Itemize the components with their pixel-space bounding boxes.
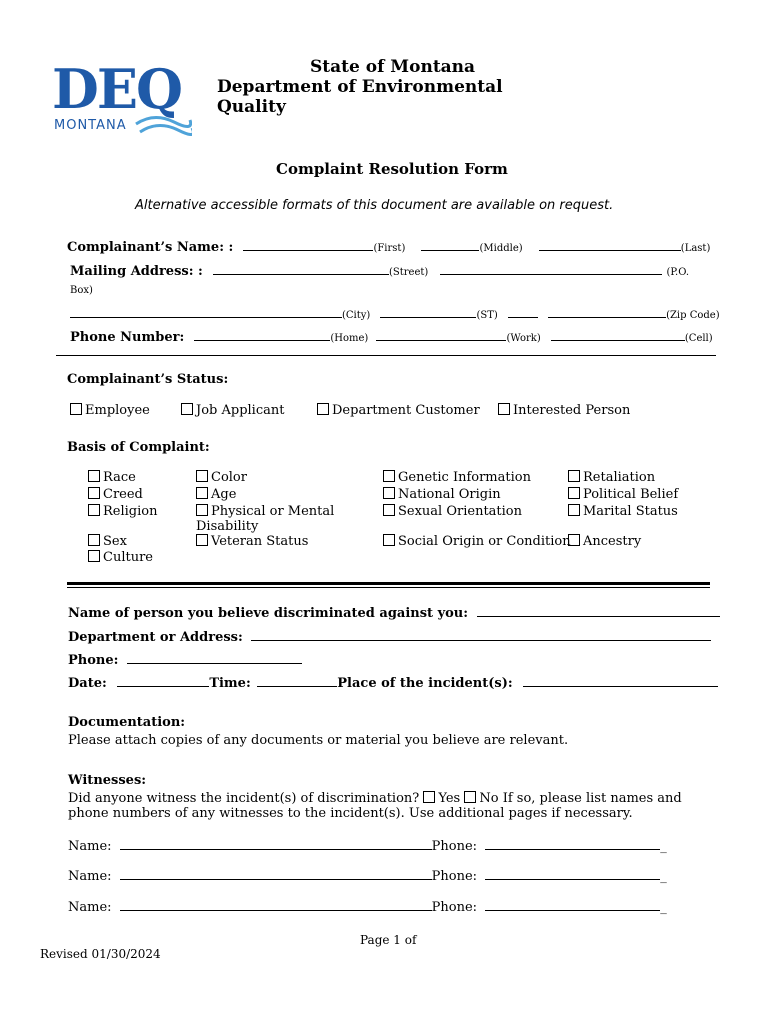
first-caption: (First) <box>373 243 406 254</box>
basis-option-label: Age <box>211 487 237 502</box>
checkbox-icon <box>88 504 100 516</box>
yes-label: Yes <box>438 791 461 806</box>
basis-retaliation[interactable] <box>568 470 655 485</box>
basis-option-label: Genetic Information <box>398 470 531 485</box>
last-caption: (Last) <box>680 243 711 254</box>
checkbox-icon <box>568 534 580 546</box>
basis-physical-mental[interactable] <box>196 504 334 519</box>
witness-name-label: Name: <box>68 900 112 915</box>
header-line3: Quality <box>217 97 286 117</box>
dept-row <box>68 628 711 645</box>
last-name-field[interactable] <box>539 238 681 251</box>
zip-caption: (Zip Code) <box>666 310 720 321</box>
basis-creed[interactable] <box>88 487 143 502</box>
checkbox-icon <box>423 791 435 803</box>
basis-disability-label: Disability <box>196 519 259 534</box>
witness-name-label: Name: <box>68 869 112 884</box>
po-field[interactable] <box>440 262 662 275</box>
city-field[interactable] <box>70 305 342 318</box>
street-caption: (Street) <box>388 267 429 278</box>
checkbox-icon <box>317 403 329 415</box>
basis-option-label: Creed <box>103 487 143 502</box>
basis-option-label: Social Origin or Condition <box>398 534 571 549</box>
checkbox-icon <box>383 470 395 482</box>
status-department-customer[interactable] <box>317 403 480 418</box>
form-title: Complaint Resolution Form <box>276 160 508 178</box>
basis-option-label: Sex <box>103 534 127 549</box>
incident-phone-field[interactable] <box>127 651 302 664</box>
home-caption: (Home) <box>330 333 369 344</box>
witness-row <box>68 898 667 915</box>
place-label: Place of the incident(s): <box>337 676 513 691</box>
basis-option-label: Color <box>211 470 247 485</box>
logo-subtitle: MONTANA <box>54 118 127 133</box>
thin-divider <box>67 587 710 588</box>
time-field[interactable] <box>257 674 337 687</box>
cell-phone-field[interactable] <box>551 328 685 341</box>
st-caption: (ST) <box>476 310 498 321</box>
divider <box>56 355 716 356</box>
checkbox-icon <box>70 403 82 415</box>
trailing-underscore: _ <box>660 869 667 884</box>
witness-instructions: phone numbers of any witnesses to the incident(s). Use additional pages if necessary. <box>68 806 633 821</box>
checkbox-icon <box>196 534 208 546</box>
witness-name-field[interactable] <box>120 837 432 850</box>
middle-name-field[interactable] <box>421 238 479 251</box>
basis-sex[interactable] <box>88 534 127 549</box>
basis-option-label: Retaliation <box>583 470 656 485</box>
status-option-label: Department Customer <box>332 403 480 418</box>
state-field[interactable] <box>380 305 476 318</box>
city-row <box>70 305 720 322</box>
checkbox-icon <box>383 534 395 546</box>
person-field[interactable] <box>477 604 720 617</box>
work-caption: (Work) <box>506 333 541 344</box>
dept-label: Department or Address: <box>68 630 243 645</box>
basis-social-origin[interactable] <box>383 534 571 549</box>
checkbox-icon <box>464 791 476 803</box>
phone-row <box>70 328 713 345</box>
incident-phone-row <box>68 651 302 668</box>
state-extra-field[interactable] <box>508 305 538 318</box>
checkbox-icon <box>498 403 510 415</box>
basis-veteran-status[interactable] <box>196 534 308 549</box>
box-caption: Box) <box>70 285 93 296</box>
basis-national-origin[interactable] <box>383 487 501 502</box>
basis-color[interactable] <box>196 470 247 485</box>
home-phone-field[interactable] <box>194 328 330 341</box>
checkbox-icon <box>181 403 193 415</box>
phone-number-label: Phone Number: <box>70 330 185 345</box>
basis-option-label: Marital Status <box>583 504 678 519</box>
basis-option-label: Sexual Orientation <box>398 504 522 519</box>
witness-row <box>68 867 667 884</box>
checkbox-icon <box>383 504 395 516</box>
page-number: Page 1 of <box>360 933 417 947</box>
witness-question-text: Did anyone witness the incident(s) of discrimination? <box>68 791 420 806</box>
wave-icon <box>134 102 192 136</box>
witness-phone-field[interactable] <box>485 867 660 880</box>
status-option-label: Job Applicant <box>196 403 285 418</box>
checkbox-icon <box>196 470 208 482</box>
po-caption: (P.O. <box>666 267 690 278</box>
status-option-label: Employee <box>85 403 150 418</box>
basis-option-label: Veteran Status <box>211 534 309 549</box>
witness-name-field[interactable] <box>120 867 432 880</box>
basis-religion[interactable] <box>88 504 157 519</box>
street-field[interactable] <box>213 262 389 275</box>
status-employee[interactable] <box>70 403 150 418</box>
trailing-underscore: _ <box>660 900 667 915</box>
basis-age[interactable] <box>196 487 236 502</box>
witnesses-label: Witnesses: <box>68 773 147 788</box>
basis-political-belief[interactable] <box>568 487 678 502</box>
basis-option-label: Religion <box>103 504 158 519</box>
trailing-underscore: _ <box>660 839 667 854</box>
thick-divider <box>67 582 710 585</box>
checkbox-icon <box>196 504 208 516</box>
witness-phone-label: Phone: <box>431 839 478 854</box>
witness-no[interactable] <box>464 791 498 806</box>
time-label: Time: <box>209 676 251 691</box>
witness-question <box>68 791 682 806</box>
middle-caption: (Middle) <box>479 243 523 254</box>
place-field[interactable] <box>523 674 718 687</box>
header-line1: State of Montana <box>310 57 476 77</box>
basis-marital-status[interactable] <box>568 504 678 519</box>
dept-field[interactable] <box>251 628 711 641</box>
witness-name-field[interactable] <box>120 898 432 911</box>
header-line2: Department of Environmental <box>217 77 503 97</box>
deq-logo <box>52 57 192 142</box>
checkbox-icon <box>568 487 580 499</box>
city-caption: (City) <box>342 310 371 321</box>
documentation-text: Please attach copies of any documents or material you believe are relevant. <box>68 733 569 748</box>
witness-name-label: Name: <box>68 839 112 854</box>
checkbox-icon <box>88 534 100 546</box>
witness-phone-label: Phone: <box>431 900 478 915</box>
witness-phone-label: Phone: <box>431 869 478 884</box>
work-phone-field[interactable] <box>376 328 506 341</box>
basis-option-label: Culture <box>103 550 153 565</box>
checkbox-icon <box>88 487 100 499</box>
logo-text: DEQ <box>52 57 182 121</box>
date-label: Date: <box>68 676 107 691</box>
status-option-label: Interested Person <box>513 403 631 418</box>
basis-race[interactable] <box>88 470 136 485</box>
witness-yes[interactable] <box>423 791 460 806</box>
basis-option-label: Ancestry <box>583 534 642 549</box>
witness-row <box>68 837 667 854</box>
first-name-field[interactable] <box>243 238 373 251</box>
checkbox-icon <box>383 487 395 499</box>
basis-option-label: Political Belief <box>583 487 679 502</box>
accessibility-note: Alternative accessible formats of this document are available on request. <box>135 198 614 213</box>
status-job-applicant[interactable] <box>181 403 284 418</box>
basis-label: Basis of Complaint: <box>67 440 210 455</box>
mailing-row <box>70 262 689 279</box>
status-label: Complainant’s Status: <box>67 372 229 387</box>
zip-field[interactable] <box>548 305 666 318</box>
cell-caption: (Cell) <box>684 333 713 344</box>
date-row <box>68 674 718 691</box>
basis-culture[interactable] <box>88 550 153 565</box>
date-field[interactable] <box>117 674 209 687</box>
status-interested-person[interactable] <box>498 403 630 418</box>
basis-ancestry[interactable] <box>568 534 641 549</box>
witness-phone-field[interactable] <box>485 837 660 850</box>
checkbox-icon <box>88 470 100 482</box>
name-row <box>67 238 710 255</box>
incident-phone-label: Phone: <box>68 653 119 668</box>
witness-phone-field[interactable] <box>485 898 660 911</box>
checkbox-icon <box>568 470 580 482</box>
mailing-label: Mailing Address: : <box>70 264 203 279</box>
basis-genetic-information[interactable] <box>383 470 531 485</box>
documentation-label: Documentation: <box>68 715 186 730</box>
checkbox-icon <box>196 487 208 499</box>
basis-option-label: Race <box>103 470 136 485</box>
basis-option-label: National Origin <box>398 487 501 502</box>
basis-sexual-orientation[interactable] <box>383 504 522 519</box>
person-label: Name of person you believe discriminated against you: <box>68 606 469 621</box>
no-label: No <box>479 791 499 806</box>
person-row <box>68 604 720 621</box>
checkbox-icon <box>88 550 100 562</box>
checkbox-icon <box>568 504 580 516</box>
name-label: Complainant’s Name: : <box>67 240 234 255</box>
witness-question-cont: If so, please list names and <box>502 791 682 806</box>
basis-option-label: Physical or Mental <box>211 504 335 519</box>
revised-date: Revised 01/30/2024 <box>40 947 161 961</box>
